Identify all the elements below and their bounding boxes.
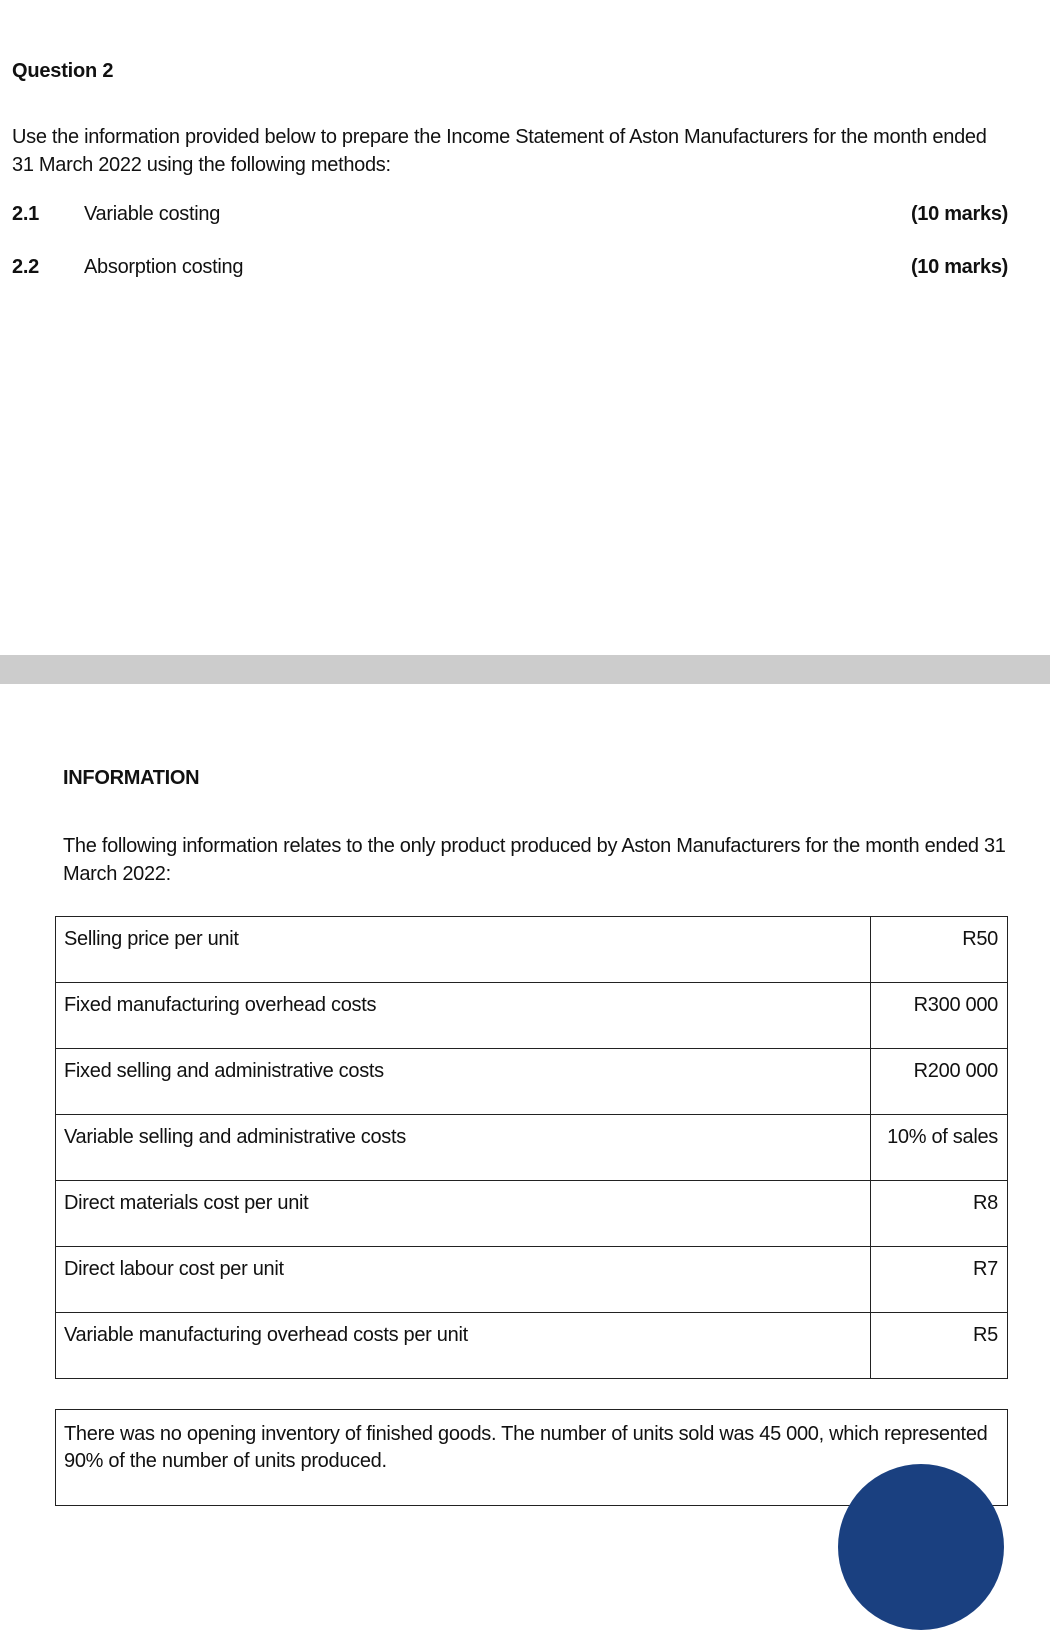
row-label: Direct labour cost per unit [56, 1247, 871, 1313]
row-label: Direct materials cost per unit [56, 1181, 871, 1247]
information-intro: The following information relates to the only product produced by Aston Manufacturers for the month ended 31 March 2022: [63, 835, 1006, 885]
row-value: R5 [871, 1313, 1008, 1379]
row-value: R50 [871, 917, 1008, 983]
row-label: Variable selling and administrative costs [56, 1115, 871, 1181]
row-label: Fixed selling and administrative costs [56, 1049, 871, 1115]
part-row-2-2 [12, 253, 1008, 281]
information-table [55, 916, 1008, 1379]
floating-action-button[interactable] [838, 1464, 1004, 1630]
row-value: R8 [871, 1181, 1008, 1247]
table-row [56, 917, 1008, 983]
row-value: R300 000 [871, 983, 1008, 1049]
information-heading: INFORMATION [63, 767, 200, 789]
part-marks: (10 marks) [910, 255, 1008, 278]
table-row [56, 1313, 1008, 1379]
row-value: R200 000 [871, 1049, 1008, 1115]
table-row [56, 983, 1008, 1049]
part-row-2-1 [12, 200, 1008, 228]
part-label: Variable costing [84, 202, 221, 225]
question-intro: Use the information provided below to prepare the Income Statement of Aston Manufacturers for the month ended 31 March 2022 using the following methods: [12, 126, 987, 176]
note-text: There was no opening inventory of finished goods. The number of units sold was 45 000, which represented 90% of the number of units produced. [64, 1423, 988, 1472]
part-marks: (10 marks) [910, 202, 1008, 225]
table-row [56, 1115, 1008, 1181]
part-number: 2.2 [12, 255, 39, 278]
row-value: 10% of sales [871, 1115, 1008, 1181]
part-label: Absorption costing [84, 255, 244, 278]
row-value: R7 [871, 1247, 1008, 1313]
part-number: 2.1 [12, 202, 39, 225]
table-row [56, 1247, 1008, 1313]
row-label: Selling price per unit [56, 917, 871, 983]
row-label: Fixed manufacturing overhead costs [56, 983, 871, 1049]
table-row [56, 1049, 1008, 1115]
question-title: Question 2 [12, 60, 114, 82]
page-separator [0, 655, 1050, 684]
row-label: Variable manufacturing overhead costs per unit [56, 1313, 871, 1379]
table-row [56, 1181, 1008, 1247]
